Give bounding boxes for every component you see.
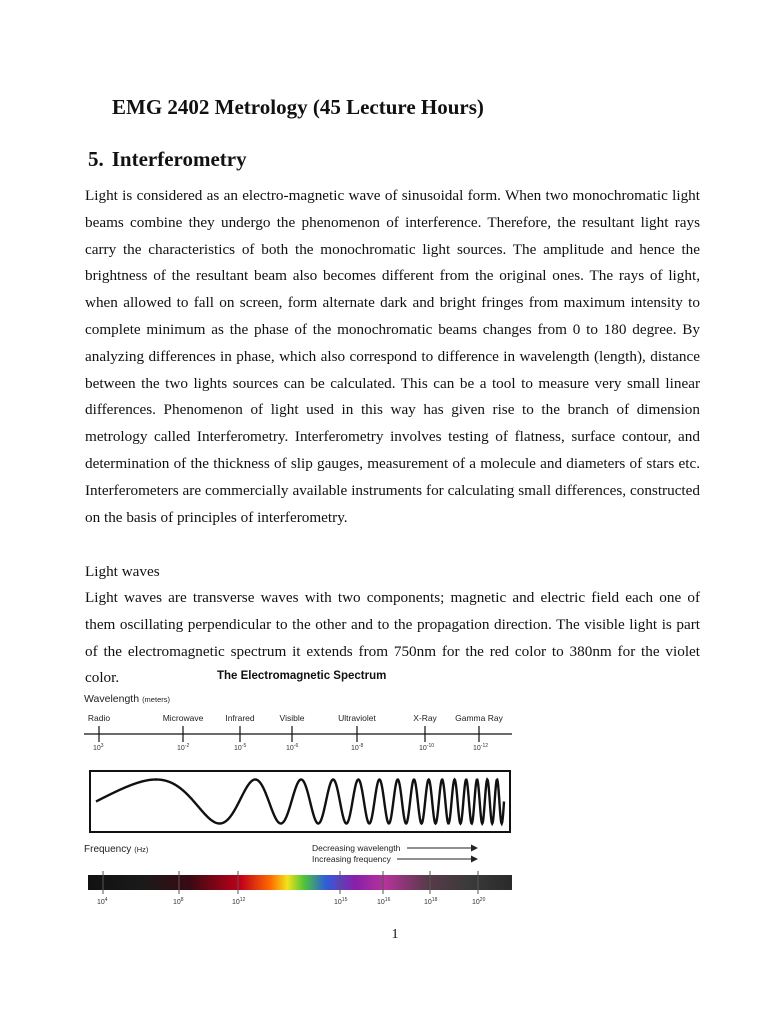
- frequency-tick-label: $10^{15}$: [334, 897, 348, 906]
- decreasing-wavelength-label: Decreasing wavelength: [312, 843, 401, 853]
- band-label-gamma-ray: Gamma Ray: [455, 713, 503, 723]
- section-number: 5.: [88, 147, 104, 171]
- arrow-head-1: [471, 845, 478, 852]
- figure-title: The Electromagnetic Spectrum: [217, 670, 387, 682]
- wavelength-tick-label: $10^{-5}$: [234, 743, 247, 752]
- em-spectrum-diagram: [82, 662, 522, 912]
- band-label-radio: Radio: [87, 713, 111, 723]
- band-label-infrared: Infrared: [225, 713, 255, 723]
- frequency-color-bar: [88, 875, 512, 890]
- band-label-visible: Visible: [279, 713, 305, 723]
- band-label-microwave: Microwave: [162, 713, 204, 723]
- wavelength-tick-label: $10^{-12}$: [473, 743, 489, 752]
- page-number: 1: [391, 927, 399, 942]
- arrow-head-2: [471, 856, 478, 863]
- increasing-frequency-label: Increasing frequency: [312, 854, 391, 864]
- wavelength-label: Wavelength (meters): [84, 693, 170, 705]
- wavelength-tick-label: $10^3$: [93, 743, 104, 752]
- frequency-tick-label: $10^{16}$: [377, 897, 391, 906]
- wavelength-tick-label: $10^{-8}$: [351, 743, 364, 752]
- course-title: EMG 2402 Metrology (45 Lecture Hours): [112, 95, 484, 119]
- light-waves-subheading: Light waves: [85, 563, 160, 580]
- light-waves-paragraph: Light waves are transverse waves with two components; magnetic and electric field each one of them oscillating perpendicular to the other and to the propagation direction. The visible light is part of the electromagnetic spectrum it extends from 750nm for the red color to 380nm for the violet color.: [85, 589, 700, 687]
- frequency-tick-label: $10^{12}$: [232, 897, 246, 906]
- wavelength-tick-label: $10^{-2}$: [177, 743, 190, 752]
- section-heading: [88, 147, 247, 172]
- band-label-ultraviolet: Ultraviolet: [338, 713, 376, 723]
- band-label-x-ray: X-Ray: [413, 713, 437, 723]
- intro-paragraph: Light is considered as an electro-magnetic wave of sinusoidal form. When two monochromatic light beams combine they undergo the phenomenon of interference. Therefore, the resultant light rays carry the characteristics of both the monochromatic light sources. The amplitude and hence the brightness of the resultant beam also becomes different from the original ones. The rays of light, when allowed to fall on screen, form alternate dark and bright fringes from maximum intensity to complete minimum as the phase of the monochromatic beams changes from 0 to 180 degree. By analyzing differences in phase, which also correspond to difference in wavelength (length), distance between the two lights sources can be calculated. This can be a tool to measure very small linear differences. Phenomenon of light used in this way has given rise to the branch of dimension metrology called Interferometry. Interferometry involves testing of flatness, surface contour, and determination of the thickness of slip gauges, measurement of a molecule and diameters of stars etc. Interferometers are commercially available instruments for calculating small differences, constructed on the basis of principles of interferometry.: [85, 187, 700, 526]
- frequency-label: Frequency (Hz): [84, 844, 149, 855]
- em-spectrum-figure: [82, 662, 522, 912]
- wavelength-ticks: [88, 713, 504, 752]
- frequency-tick-label: $10^4$: [97, 897, 108, 906]
- wavelength-tick-label: $10^{-6}$: [286, 743, 299, 752]
- wavelength-tick-label: $10^{-10}$: [419, 743, 435, 752]
- section-title: Interferometry: [111, 147, 247, 171]
- frequency-tick-label: $10^{20}$: [472, 897, 486, 906]
- frequency-tick-label: $10^8$: [173, 897, 184, 906]
- frequency-tick-label: $10^{18}$: [424, 897, 438, 906]
